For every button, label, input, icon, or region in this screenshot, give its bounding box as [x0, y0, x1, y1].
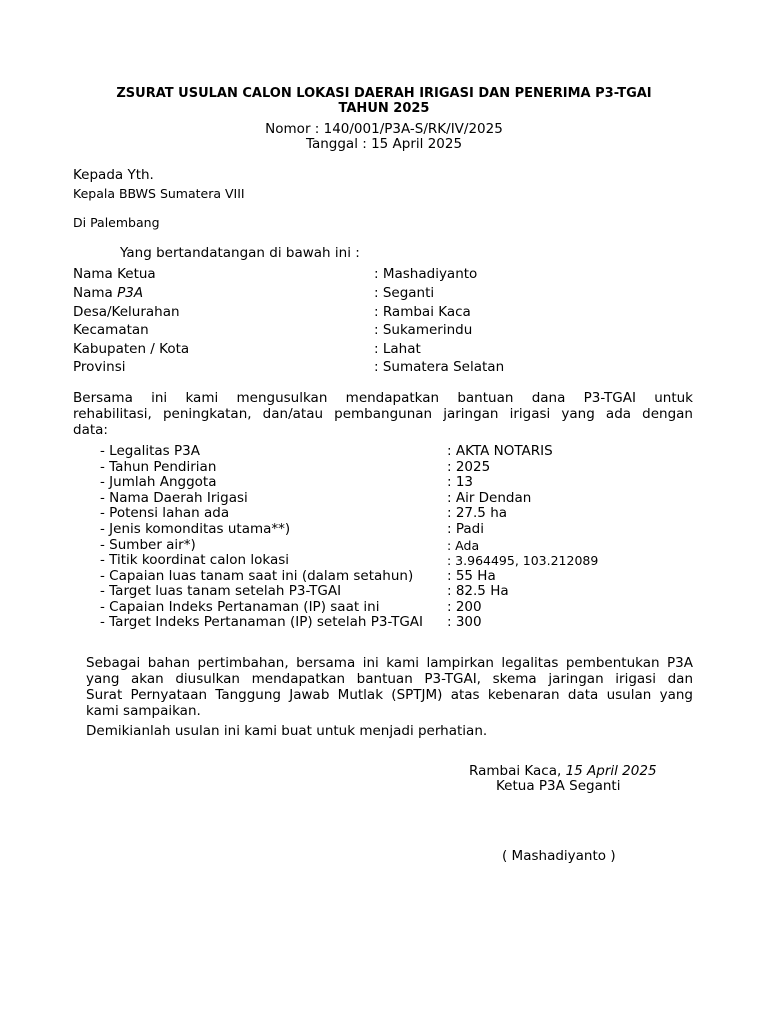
identity-value: : Sumatera Selatan — [374, 359, 505, 375]
proposal-line: rehabilitasi, peningkatan, dan/atau pembangunan jaringan irigasi yang ada dengan — [73, 406, 693, 422]
signature-place-date: Rambai Kaca, 15 April 2025 — [469, 763, 657, 779]
identity-value: : Mashadiyanto — [374, 266, 478, 282]
letter-date: Tanggal : 15 April 2025 — [305, 136, 463, 152]
identity-value: : Sukamerindu — [374, 322, 473, 338]
proposal-line: data: — [73, 422, 108, 438]
proposal-line: Bersama ini kami mengusulkan mendapatkan bantuan dana P3-TGAI untuk — [73, 390, 693, 406]
closing-line: Sebagai bahan pertimbahan, bersama ini kami lampirkan legalitas pembentukan P3A — [86, 655, 693, 671]
identity-label: Desa/Kelurahan — [73, 304, 180, 320]
letter-title-year: TAHUN 2025 — [338, 101, 430, 116]
recipient-greeting: Kepada Yth. — [73, 167, 154, 183]
letter-title: ZSURAT USULAN CALON LOKASI DAERAH IRIGASI DAN PENERIMA P3-TGAI — [116, 86, 652, 101]
closing-line: Surat Pernyataan Tanggung Jawab Mutlak (SPTJM) atas kebenaran data usulan yang — [86, 687, 693, 703]
recipient-name: Kepala BBWS Sumatera VIII — [73, 186, 245, 201]
closing-paragraph — [86, 655, 693, 719]
closing-line: kami sampaikan. — [86, 703, 201, 719]
signature-role: Ketua P3A Seganti — [496, 778, 621, 794]
closing-line: yang akan diusulkan mendapatkan bantuan P3-TGAI, skema jaringan irigasi dan — [86, 671, 693, 687]
identity-label: Nama P3A — [73, 285, 144, 301]
proposal-paragraph — [73, 390, 693, 438]
recipient-place: Di Palembang — [73, 215, 160, 230]
identity-value: : Seganti — [374, 285, 435, 301]
identity-value: : Rambai Kaca — [374, 304, 471, 320]
identity-label: Nama Ketua — [73, 266, 156, 282]
intro-text: Yang bertandatangan di bawah ini : — [120, 245, 360, 261]
identity-label: Provinsi — [73, 359, 126, 375]
closing-statement: Demikianlah usulan ini kami buat untuk menjadi perhatian. — [86, 723, 488, 739]
letter-number: Nomor : 140/001/P3A-S/RK/IV/2025 — [265, 121, 503, 137]
identity-value: : Lahat — [374, 341, 421, 357]
signature-name: ( Mashadiyanto ) — [502, 848, 616, 864]
identity-label: Kecamatan — [73, 322, 149, 338]
identity-label: Kabupaten / Kota — [73, 341, 190, 357]
